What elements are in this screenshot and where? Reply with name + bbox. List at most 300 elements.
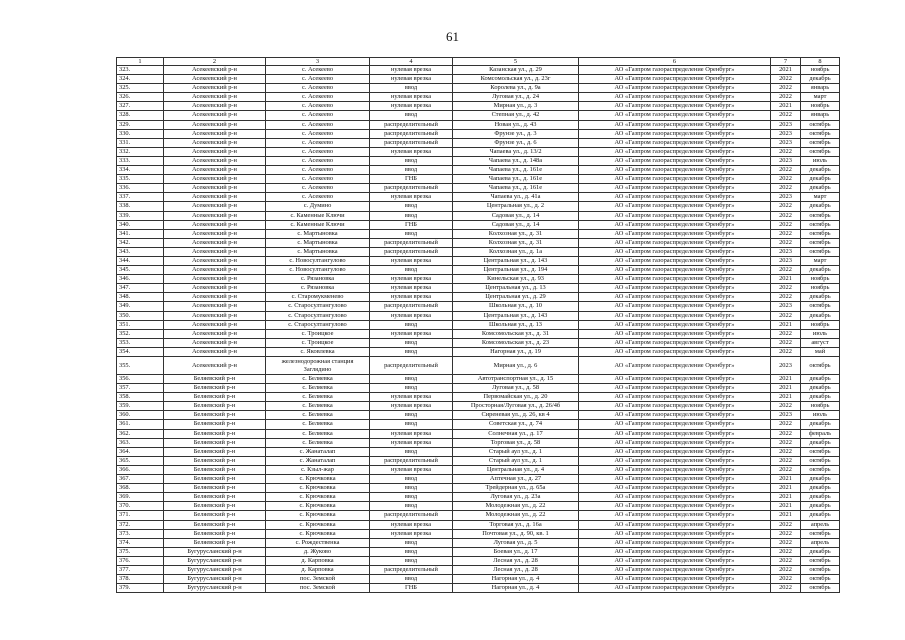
- table-cell: 379.: [117, 584, 164, 593]
- table-cell: июль: [801, 329, 840, 338]
- table-cell: Бугурусланский р-н: [164, 556, 266, 565]
- table-cell: 366.: [117, 465, 164, 474]
- table-cell: с. Мартыновка: [266, 247, 370, 256]
- table-cell: 361.: [117, 420, 164, 429]
- table-cell: 2022: [771, 75, 801, 84]
- table-cell: 327.: [117, 102, 164, 111]
- table-cell: ввод: [370, 575, 453, 584]
- table-cell: АО «Газпром газораспределение Оренбург»: [579, 75, 771, 84]
- page-number: 61: [446, 29, 459, 44]
- table-row: [117, 547, 840, 556]
- table-cell: Автотранспортная ул., д. 15: [453, 375, 579, 384]
- table-row: [117, 175, 840, 184]
- table-cell: Торговая ул., д. 58: [453, 438, 579, 447]
- table-row: [117, 93, 840, 102]
- table-cell: 356.: [117, 375, 164, 384]
- table-row: [117, 429, 840, 438]
- table-cell: с. Асекеево: [266, 193, 370, 202]
- table-row: [117, 266, 840, 275]
- table-cell: АО «Газпром газораспределение Оренбург»: [579, 338, 771, 347]
- table-cell: Беляевский р-н: [164, 447, 266, 456]
- table-cell: Асекеевский р-н: [164, 266, 266, 275]
- table-cell: ввод: [370, 202, 453, 211]
- table-cell: 2022: [771, 220, 801, 229]
- table-cell: АО «Газпром газораспределение Оренбург»: [579, 120, 771, 129]
- table-cell: нулевая врезка: [370, 75, 453, 84]
- table-cell: 2022: [771, 238, 801, 247]
- table-row: [117, 456, 840, 465]
- table-cell: с. Старосултангулово: [266, 320, 370, 329]
- table-cell: Асекеевский р-н: [164, 357, 266, 375]
- table-cell: Асекеевский р-н: [164, 293, 266, 302]
- table-cell: ввод: [370, 320, 453, 329]
- table-cell: 2022: [771, 338, 801, 347]
- table-cell: нулевая врезка: [370, 393, 453, 402]
- table-cell: Беляевский р-н: [164, 411, 266, 420]
- table-row: [117, 293, 840, 302]
- table-cell: 369.: [117, 493, 164, 502]
- table-cell: Нагорная ул., д. 19: [453, 347, 579, 356]
- table-cell: 2023: [771, 302, 801, 311]
- table-cell: с. Рождественка: [266, 538, 370, 547]
- table-cell: Школьная ул., д. 10: [453, 302, 579, 311]
- table-cell: АО «Газпром газораспределение Оренбург»: [579, 166, 771, 175]
- table-cell: АО «Газпром газораспределение Оренбург»: [579, 429, 771, 438]
- table-cell: август: [801, 338, 840, 347]
- table-cell: октябрь: [801, 129, 840, 138]
- table-cell: АО «Газпром газораспределение Оренбург»: [579, 375, 771, 384]
- table-cell: 2023: [771, 357, 801, 375]
- table-cell: 2021: [771, 66, 801, 75]
- table-cell: Трейдерная ул., д. 65а: [453, 484, 579, 493]
- table-cell: Старый аул ул., д. 1: [453, 447, 579, 456]
- table-cell: Асекеевский р-н: [164, 156, 266, 165]
- table-cell: 2021: [771, 320, 801, 329]
- table-cell: 2022: [771, 465, 801, 474]
- column-number: 8: [801, 58, 840, 66]
- table-cell: Асекеевский р-н: [164, 220, 266, 229]
- table-cell: АО «Газпром газораспределение Оренбург»: [579, 502, 771, 511]
- table-cell: октябрь: [801, 465, 840, 474]
- table-cell: Центральная ул., д. 2: [453, 202, 579, 211]
- table-cell: АО «Газпром газораспределение Оренбург»: [579, 465, 771, 474]
- table-cell: 326.: [117, 93, 164, 102]
- table-cell: 338.: [117, 202, 164, 211]
- table-cell: декабрь: [801, 311, 840, 320]
- table-cell: 2022: [771, 84, 801, 93]
- table-cell: 340.: [117, 220, 164, 229]
- table-cell: 333.: [117, 156, 164, 165]
- table-cell: 2022: [771, 402, 801, 411]
- table-cell: с. Беляевка: [266, 429, 370, 438]
- table-cell: 2022: [771, 266, 801, 275]
- table-row: [117, 393, 840, 402]
- table-cell: 335.: [117, 175, 164, 184]
- table-cell: Асекеевский р-н: [164, 66, 266, 75]
- table-row: [117, 238, 840, 247]
- table-row: [117, 202, 840, 211]
- table-cell: ввод: [370, 502, 453, 511]
- table-cell: ноябрь: [801, 275, 840, 284]
- table-cell: нулевая врезка: [370, 520, 453, 529]
- table-cell: с. Новосултангулово: [266, 266, 370, 275]
- table-row: [117, 538, 840, 547]
- table-cell: ввод: [370, 384, 453, 393]
- table-cell: ввод: [370, 347, 453, 356]
- table-cell: Молодежная ул., д. 22: [453, 502, 579, 511]
- table-cell: с. Старомукменево: [266, 293, 370, 302]
- table-cell: АО «Газпром газораспределение Оренбург»: [579, 547, 771, 556]
- table-cell: с. Беляевка: [266, 420, 370, 429]
- table-cell: Асекеевский р-н: [164, 238, 266, 247]
- table-cell: январь: [801, 84, 840, 93]
- table-cell: д. Карповка: [266, 556, 370, 565]
- table-cell: декабрь: [801, 438, 840, 447]
- table-cell: д. Карповка: [266, 565, 370, 574]
- table-cell: 2022: [771, 347, 801, 356]
- table-cell: Беляевский р-н: [164, 402, 266, 411]
- table-cell: Асекеевский р-н: [164, 102, 266, 111]
- table-row: [117, 338, 840, 347]
- table-row: [117, 484, 840, 493]
- table-cell: Чапаева ул., д. 148а: [453, 156, 579, 165]
- table-cell: ГНБ: [370, 175, 453, 184]
- table-cell: Луговая ул., д. 5: [453, 538, 579, 547]
- table-cell: с. Жанаталап: [266, 456, 370, 465]
- table-cell: ввод: [370, 338, 453, 347]
- table-cell: с. Крючковка: [266, 475, 370, 484]
- table-row: [117, 511, 840, 520]
- table-cell: АО «Газпром газораспределение Оренбург»: [579, 175, 771, 184]
- table-cell: июль: [801, 411, 840, 420]
- table-cell: ввод: [370, 447, 453, 456]
- table-cell: Нагорная ул., д. 4: [453, 584, 579, 593]
- table-cell: 2021: [771, 511, 801, 520]
- table-cell: 2022: [771, 429, 801, 438]
- table-cell: 2022: [771, 447, 801, 456]
- table-cell: с. Старосултангулово: [266, 302, 370, 311]
- table-cell: Центральная ул., д. 143: [453, 256, 579, 265]
- table-cell: Асекеевский р-н: [164, 75, 266, 84]
- table-row: [117, 166, 840, 175]
- table-cell: декабрь: [801, 393, 840, 402]
- table-cell: октябрь: [801, 556, 840, 565]
- table-cell: ввод: [370, 547, 453, 556]
- table-row: [117, 284, 840, 293]
- table-row: [117, 220, 840, 229]
- table-cell: 2022: [771, 211, 801, 220]
- table-cell: 2021: [771, 384, 801, 393]
- table-cell: Асекеевский р-н: [164, 175, 266, 184]
- table-cell: 375.: [117, 547, 164, 556]
- column-number: 4: [370, 58, 453, 66]
- table-cell: с. Жанаталап: [266, 447, 370, 456]
- table-row: [117, 556, 840, 565]
- table-cell: Колхозная ул., д. 31: [453, 229, 579, 238]
- table-cell: с. Асекеево: [266, 102, 370, 111]
- table-cell: с. Рязановка: [266, 284, 370, 293]
- table-cell: Степная ул., д. 42: [453, 111, 579, 120]
- table-cell: декабрь: [801, 384, 840, 393]
- table-cell: Беляевский р-н: [164, 484, 266, 493]
- table-cell: АО «Газпром газораспределение Оренбург»: [579, 357, 771, 375]
- table-cell: АО «Газпром газораспределение Оренбург»: [579, 284, 771, 293]
- table-cell: АО «Газпром газораспределение Оренбург»: [579, 211, 771, 220]
- table-cell: Беляевский р-н: [164, 393, 266, 402]
- table-cell: 348.: [117, 293, 164, 302]
- table-cell: Асекеевский р-н: [164, 284, 266, 293]
- table-cell: АО «Газпром газораспределение Оренбург»: [579, 520, 771, 529]
- table-cell: Асекеевский р-н: [164, 129, 266, 138]
- table-cell: Лесная ул., д. 28: [453, 565, 579, 574]
- table-cell: 2022: [771, 284, 801, 293]
- table-cell: ноябрь: [801, 284, 840, 293]
- table-cell: 331.: [117, 138, 164, 147]
- table-cell: октябрь: [801, 147, 840, 156]
- table-cell: Асекеевский р-н: [164, 120, 266, 129]
- table-cell: распределительный: [370, 456, 453, 465]
- table-cell: с. Беляевка: [266, 438, 370, 447]
- table-cell: нулевая врезка: [370, 465, 453, 474]
- table-cell: АО «Газпром газораспределение Оренбург»: [579, 556, 771, 565]
- table-cell: Центральная ул., д. 194: [453, 266, 579, 275]
- table-row: [117, 411, 840, 420]
- table-cell: АО «Газпром газораспределение Оренбург»: [579, 102, 771, 111]
- table-cell: АО «Газпром газораспределение Оренбург»: [579, 402, 771, 411]
- table-cell: ГНБ: [370, 584, 453, 593]
- table-cell: нулевая врезка: [370, 93, 453, 102]
- table-cell: 2022: [771, 565, 801, 574]
- table-cell: Мирная ул., д. 3: [453, 102, 579, 111]
- table-row: [117, 102, 840, 111]
- table-cell: октябрь: [801, 456, 840, 465]
- table-cell: 353.: [117, 338, 164, 347]
- table-row: [117, 247, 840, 256]
- table-cell: Бугурусланский р-н: [164, 547, 266, 556]
- table-cell: декабрь: [801, 175, 840, 184]
- table-cell: декабрь: [801, 75, 840, 84]
- table-cell: март: [801, 193, 840, 202]
- table-cell: ноябрь: [801, 402, 840, 411]
- table-cell: Беляевский р-н: [164, 456, 266, 465]
- table-cell: Колхозная ул., д. 1а: [453, 247, 579, 256]
- table-cell: декабрь: [801, 475, 840, 484]
- table-cell: распределительный: [370, 565, 453, 574]
- table-cell: 2022: [771, 311, 801, 320]
- table-cell: 351.: [117, 320, 164, 329]
- table-cell: АО «Газпром газораспределение Оренбург»: [579, 493, 771, 502]
- table-cell: нулевая врезка: [370, 429, 453, 438]
- table-cell: Асекеевский р-н: [164, 93, 266, 102]
- table-row: [117, 156, 840, 165]
- table-cell: с. Каменные Ключи: [266, 211, 370, 220]
- table-cell: с. Каменные Ключи: [266, 220, 370, 229]
- table-row: [117, 447, 840, 456]
- table-cell: 372.: [117, 520, 164, 529]
- table-cell: АО «Газпром газораспределение Оренбург»: [579, 184, 771, 193]
- table-cell: октябрь: [801, 238, 840, 247]
- table-cell: Асекеевский р-н: [164, 347, 266, 356]
- table-cell: Беляевский р-н: [164, 529, 266, 538]
- table-cell: 337.: [117, 193, 164, 202]
- table-row: [117, 475, 840, 484]
- table-cell: Луговая ул., д. 24: [453, 93, 579, 102]
- table-row: [117, 384, 840, 393]
- table-cell: Асекеевский р-н: [164, 138, 266, 147]
- table-cell: АО «Газпром газораспределение Оренбург»: [579, 565, 771, 574]
- table-cell: 324.: [117, 75, 164, 84]
- table-cell: нулевая врезка: [370, 66, 453, 75]
- table-cell: АО «Газпром газораспределение Оренбург»: [579, 238, 771, 247]
- table-cell: Комсомольская ул., д. 23г: [453, 75, 579, 84]
- table-cell: АО «Газпром газораспределение Оренбург»: [579, 456, 771, 465]
- table-cell: АО «Газпром газораспределение Оренбург»: [579, 438, 771, 447]
- column-number: 2: [164, 58, 266, 66]
- table-cell: распределительный: [370, 511, 453, 520]
- table-cell: ввод: [370, 84, 453, 93]
- table-cell: АО «Газпром газораспределение Оренбург»: [579, 147, 771, 156]
- table-cell: с. Асекеево: [266, 147, 370, 156]
- table-cell: апрель: [801, 520, 840, 529]
- table-cell: 2021: [771, 275, 801, 284]
- table-cell: Садовая ул., д. 14: [453, 211, 579, 220]
- table-cell: декабрь: [801, 266, 840, 275]
- table-cell: октябрь: [801, 211, 840, 220]
- table-cell: 374.: [117, 538, 164, 547]
- table-cell: 2022: [771, 111, 801, 120]
- table-cell: Асекеевский р-н: [164, 211, 266, 220]
- table-cell: Беляевский р-н: [164, 384, 266, 393]
- table-cell: январь: [801, 111, 840, 120]
- table-cell: 346.: [117, 275, 164, 284]
- table-cell: Чапаева ул., д. 161е: [453, 166, 579, 175]
- table-cell: 355.: [117, 357, 164, 375]
- table-cell: Нагорная ул., д. 4: [453, 575, 579, 584]
- table-cell: ноябрь: [801, 66, 840, 75]
- table-cell: 2022: [771, 547, 801, 556]
- table-cell: 2022: [771, 456, 801, 465]
- table-cell: Беляевский р-н: [164, 511, 266, 520]
- table-cell: октябрь: [801, 247, 840, 256]
- table-cell: Центральная ул., д. 4: [453, 465, 579, 474]
- table-cell: декабрь: [801, 502, 840, 511]
- table-cell: распределительный: [370, 247, 453, 256]
- table-cell: Чапаева ул., д. 41а: [453, 193, 579, 202]
- table-cell: октябрь: [801, 220, 840, 229]
- table-cell: 362.: [117, 429, 164, 438]
- table-cell: 358.: [117, 393, 164, 402]
- table-cell: нулевая врезка: [370, 529, 453, 538]
- table-cell: с. Асекеево: [266, 120, 370, 129]
- table-row: [117, 402, 840, 411]
- table-cell: Асекеевский р-н: [164, 320, 266, 329]
- table-cell: АО «Газпром газораспределение Оренбург»: [579, 575, 771, 584]
- table-cell: с. Мартыновка: [266, 238, 370, 247]
- table-cell: Старый аул ул., д. 1: [453, 456, 579, 465]
- table-cell: АО «Газпром газораспределение Оренбург»: [579, 266, 771, 275]
- table-row: [117, 193, 840, 202]
- table-cell: с. Беляевка: [266, 384, 370, 393]
- table-cell: Бугурусланский р-н: [164, 575, 266, 584]
- table-cell: Советская ул., д. 74: [453, 420, 579, 429]
- table-cell: с. Крючковка: [266, 511, 370, 520]
- table-cell: 2021: [771, 393, 801, 402]
- table-cell: Асекеевский р-н: [164, 229, 266, 238]
- table-cell: 2022: [771, 575, 801, 584]
- table-cell: с. Асекеево: [266, 84, 370, 93]
- table-cell: октябрь: [801, 565, 840, 574]
- table-cell: АО «Газпром газораспределение Оренбург»: [579, 484, 771, 493]
- table-row: [117, 311, 840, 320]
- table-cell: Центральная ул., д. 13: [453, 284, 579, 293]
- table-cell: Беляевский р-н: [164, 429, 266, 438]
- table-cell: 360.: [117, 411, 164, 420]
- table-cell: АО «Газпром газораспределение Оренбург»: [579, 256, 771, 265]
- table-cell: октябрь: [801, 302, 840, 311]
- table-row: [117, 84, 840, 93]
- table-cell: Лесная ул., д. 28: [453, 556, 579, 565]
- table-cell: октябрь: [801, 447, 840, 456]
- table-row: [117, 320, 840, 329]
- column-number: 1: [117, 58, 164, 66]
- table-cell: ввод: [370, 475, 453, 484]
- table-cell: с. Асекеево: [266, 166, 370, 175]
- table-cell: Беляевский р-н: [164, 438, 266, 447]
- table-cell: 328.: [117, 111, 164, 120]
- table-cell: АО «Газпром газораспределение Оренбург»: [579, 293, 771, 302]
- table-cell: распределительный: [370, 302, 453, 311]
- table-cell: 2021: [771, 102, 801, 111]
- table-row: [117, 420, 840, 429]
- table-cell: Чапаева ул., д. 161е: [453, 184, 579, 193]
- table-row: [117, 438, 840, 447]
- table-cell: 329.: [117, 120, 164, 129]
- table-cell: 2021: [771, 375, 801, 384]
- table-cell: 342.: [117, 238, 164, 247]
- table-cell: 332.: [117, 147, 164, 156]
- table-cell: с. Асекеево: [266, 75, 370, 84]
- table-cell: декабрь: [801, 375, 840, 384]
- table-cell: Молодежная ул., д. 22: [453, 511, 579, 520]
- table-cell: нулевая врезка: [370, 402, 453, 411]
- table-cell: 344.: [117, 256, 164, 265]
- table-cell: с. Асекеево: [266, 93, 370, 102]
- table-cell: пос. Земской: [266, 584, 370, 593]
- table-cell: Асекеевский р-н: [164, 202, 266, 211]
- table-cell: 2023: [771, 193, 801, 202]
- table-body: [117, 58, 840, 593]
- table-cell: Асекеевский р-н: [164, 302, 266, 311]
- table-cell: февраль: [801, 429, 840, 438]
- table-cell: нулевая врезка: [370, 438, 453, 447]
- table-cell: 371.: [117, 511, 164, 520]
- table-cell: АО «Газпром газораспределение Оренбург»: [579, 156, 771, 165]
- table-cell: 2022: [771, 147, 801, 156]
- table-cell: АО «Газпром газораспределение Оренбург»: [579, 538, 771, 547]
- table-cell: июль: [801, 156, 840, 165]
- table-cell: Беляевский р-н: [164, 475, 266, 484]
- table-cell: 377.: [117, 565, 164, 574]
- table-cell: декабрь: [801, 293, 840, 302]
- table-cell: распределительный: [370, 184, 453, 193]
- table-cell: Комсомольская ул., д. 23: [453, 338, 579, 347]
- table-cell: АО «Газпром газораспределение Оренбург»: [579, 393, 771, 402]
- table-cell: Кинельская ул., д. 93: [453, 275, 579, 284]
- table-row: [117, 465, 840, 474]
- table-cell: АО «Газпром газораспределение Оренбург»: [579, 202, 771, 211]
- table-cell: ввод: [370, 556, 453, 565]
- table-cell: нулевая врезка: [370, 293, 453, 302]
